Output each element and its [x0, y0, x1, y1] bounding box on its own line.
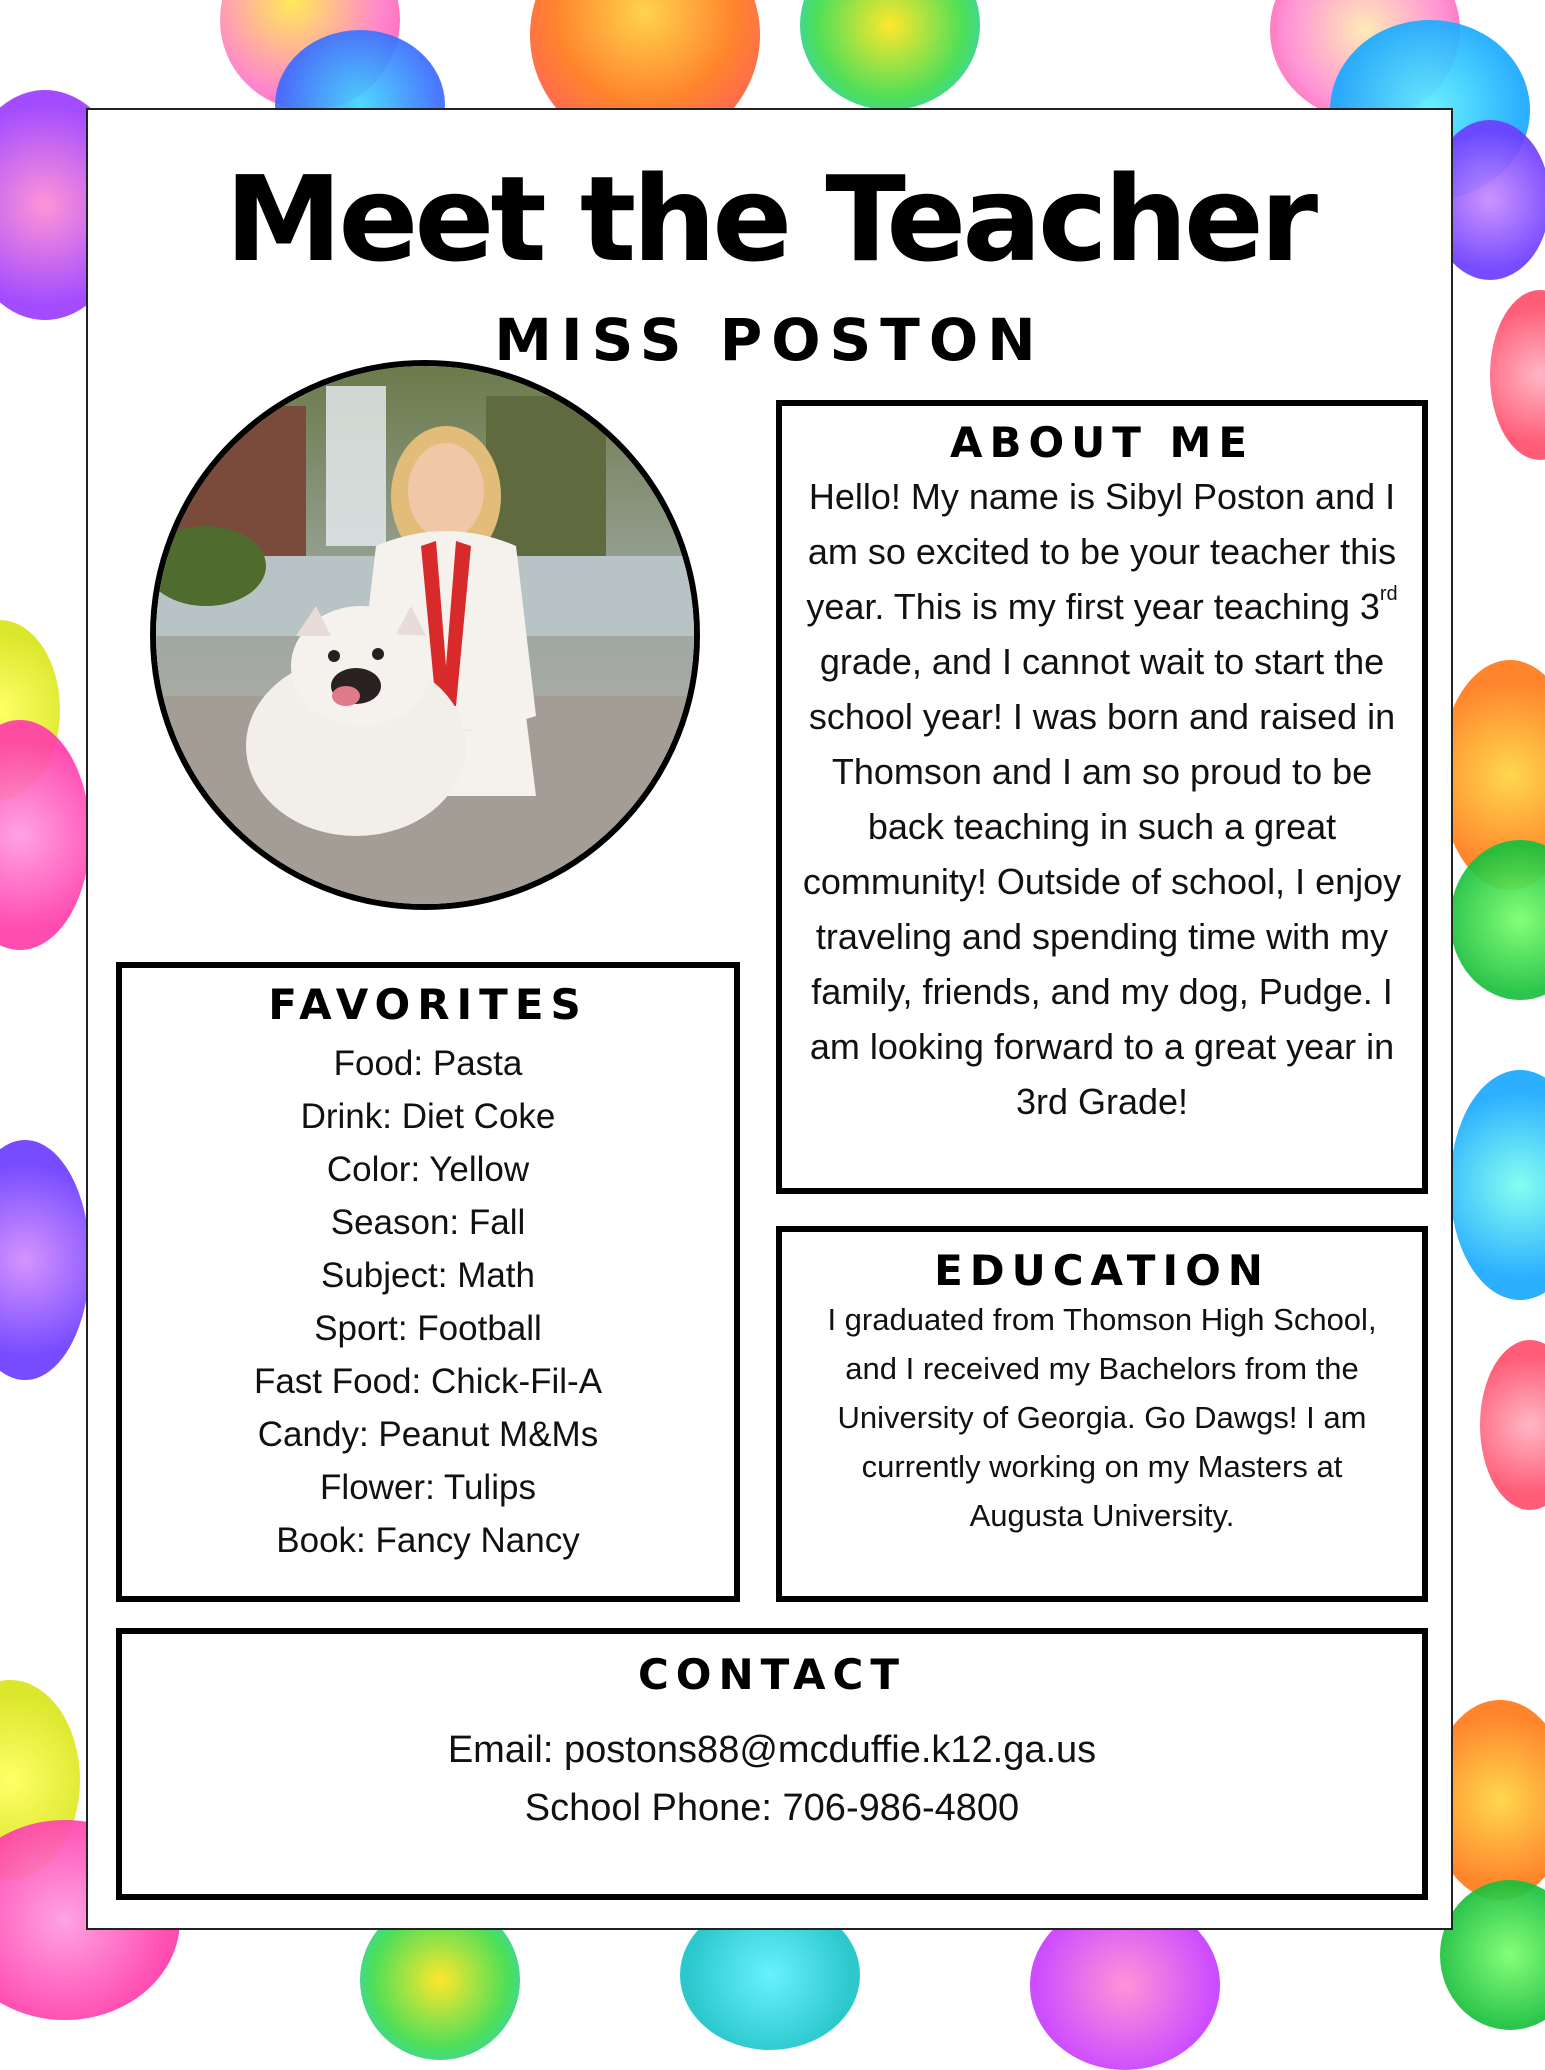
watercolor-dot [0, 1140, 90, 1380]
contact-box [116, 1628, 1428, 1900]
favorite-item: Subject: Math [321, 1256, 535, 1295]
favorite-item: Drink: Diet Coke [300, 1097, 556, 1136]
favorite-item: Flower: Tulips [320, 1468, 536, 1507]
watercolor-dot [1490, 290, 1545, 460]
teacher-photo [150, 360, 700, 910]
watercolor-dot [1450, 1070, 1545, 1300]
watercolor-dot [0, 720, 90, 950]
about-me-heading: ABOUT ME [949, 418, 1255, 467]
flyer-page [86, 108, 1453, 1930]
about-me-box [776, 400, 1428, 1194]
favorite-item: Season: Fall [330, 1203, 526, 1242]
education-heading: EDUCATION [934, 1246, 1270, 1295]
favorite-item: Book: Fancy Nancy [276, 1521, 580, 1560]
about-me-text: Hello! My name is Sibyl Poston and I am so excited to be your teacher this year. This is my first year teaching 3rd grade, and I cannot wait to start the school year! I was born and raised in Thomson and I am so proud to be back teaching in such a great community! Outside of school, I enjoy traveling and spending time with my family, friends, and my dog, Pudge. I am looking forward to a great year in 3rd Grade! [802, 476, 1402, 1122]
favorite-item: Fast Food: Chick-Fil-A [253, 1362, 603, 1401]
teacher-with-bulldog-photo [156, 366, 694, 904]
watercolor-dot [800, 0, 980, 110]
favorites-list [122, 1037, 734, 1567]
favorite-item: Food: Pasta [333, 1044, 523, 1083]
favorite-item: Sport: Football [314, 1309, 542, 1348]
education-text: I graduated from Thomson High School, and I received my Bachelors from the University of Georgia. Go Dawgs! I am currently working on my Masters at Augusta University. [827, 1302, 1377, 1533]
watercolor-dot [1480, 1340, 1545, 1510]
favorites-box [116, 962, 740, 1602]
favorite-item: Color: Yellow [326, 1150, 530, 1189]
contact-phone[interactable]: School Phone: 706-986-4800 [524, 1787, 1020, 1829]
contact-heading: CONTACT [637, 1650, 907, 1699]
favorite-item: Candy: Peanut M&Ms [257, 1415, 599, 1454]
favorites-heading: FAVORITES [268, 980, 588, 1029]
education-box [776, 1226, 1428, 1602]
page-title: Meet the Teacher [224, 150, 1315, 288]
contact-email[interactable]: Email: postons88@mcduffie.k12.ga.us [447, 1729, 1097, 1771]
watercolor-dot [1450, 840, 1545, 1000]
teacher-name: MISS POSTON [494, 306, 1045, 374]
watercolor-dot [1440, 1880, 1545, 2030]
